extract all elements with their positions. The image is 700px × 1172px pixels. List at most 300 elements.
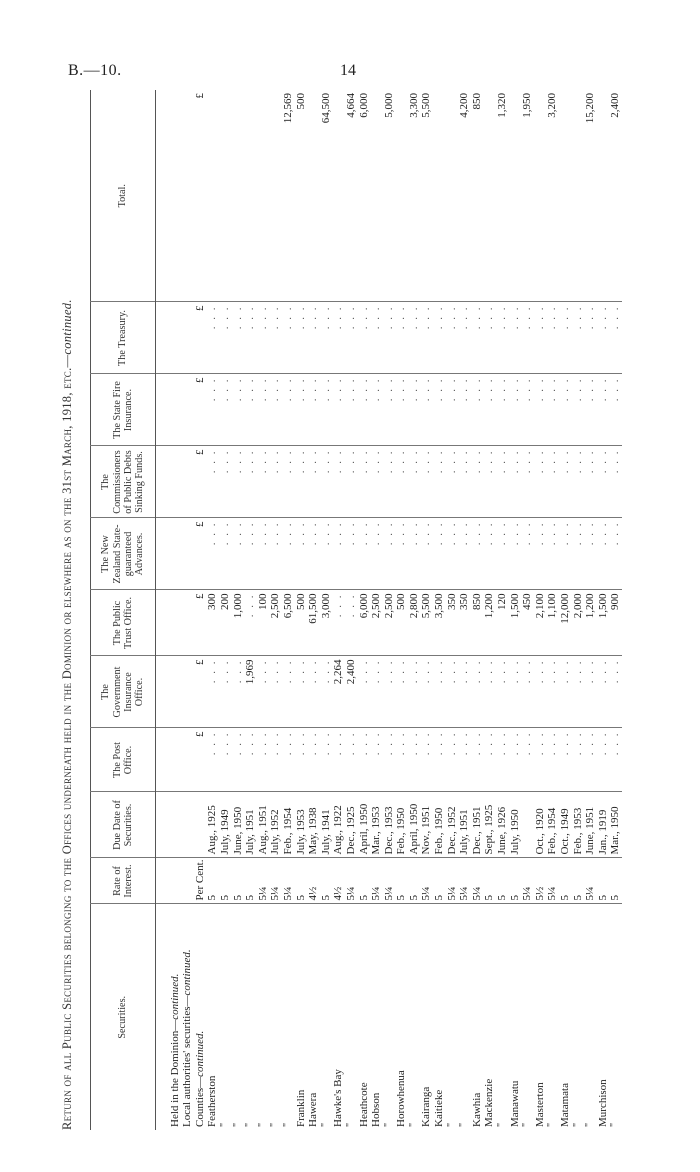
pound-treasury: £: [194, 302, 207, 374]
government-insurance-value: . . .: [420, 656, 433, 728]
commissioners-value: . . .: [269, 446, 282, 518]
commissioners-value: . . .: [332, 446, 345, 518]
post-office-value: . . .: [307, 728, 320, 792]
state-fire-insurance-value: . . .: [408, 374, 421, 446]
table-row: [483, 90, 496, 1130]
due-date: Dec., 1925: [345, 792, 358, 858]
table-row: [370, 90, 383, 1130]
post-office-value: . . .: [509, 728, 522, 792]
state-fire-insurance-value: . . .: [206, 374, 219, 446]
total-value: 5,500: [420, 93, 433, 118]
commissioners-value: . . .: [307, 446, 320, 518]
state-fire-insurance-value: . . .: [332, 374, 345, 446]
due-date: July, 1941: [320, 792, 333, 858]
government-insurance-value: . . .: [232, 656, 245, 728]
table-row: [446, 90, 459, 1130]
government-insurance-value: . . .: [219, 656, 232, 728]
rate-of-interest: 5: [320, 858, 333, 904]
table-row: [509, 90, 522, 1130]
commissioners-value: . . .: [232, 446, 245, 518]
treasury-value: . . .: [509, 302, 522, 374]
commissioners-value: . . .: [584, 446, 597, 518]
government-insurance-value: . . .: [597, 656, 610, 728]
total-value: [509, 90, 522, 302]
table-title-continued: continued.: [60, 299, 74, 355]
state-guaranteed-advances-value: . . .: [433, 518, 446, 590]
rate-of-interest: 5¼: [282, 858, 295, 904]
table-row: [206, 90, 219, 1130]
government-insurance-value: . . .: [584, 656, 597, 728]
commissioners-value: . . .: [597, 446, 610, 518]
commissioners-value: . . .: [244, 446, 257, 518]
treasury-value: . . .: [483, 302, 496, 374]
government-insurance-value: 2,400: [345, 656, 358, 728]
commissioners-value: . . .: [219, 446, 232, 518]
public-trust-value: 2,500: [383, 590, 396, 656]
state-guaranteed-advances-value: . . .: [219, 518, 232, 590]
commissioners-value: . . .: [471, 446, 484, 518]
due-date: Jan., 1919: [597, 792, 610, 858]
total-value: 12,569: [281, 93, 294, 124]
security-name: Matamata: [559, 904, 572, 1130]
state-guaranteed-advances-value: . . .: [534, 518, 547, 590]
commissioners-value: . . .: [320, 446, 333, 518]
government-insurance-value: . . .: [257, 656, 270, 728]
post-office-value: . . .: [597, 728, 610, 792]
table-row: [496, 90, 509, 1130]
security-name: Featherston: [206, 904, 219, 1130]
total-value: [559, 90, 572, 302]
pound-total: £: [193, 93, 206, 99]
post-office-value: . . .: [521, 728, 534, 792]
post-office-value: . . .: [458, 728, 471, 792]
state-guaranteed-advances-value: . . .: [446, 518, 459, 590]
state-guaranteed-advances-value: . . .: [282, 518, 295, 590]
col-post-office: The Post Office.: [91, 728, 156, 792]
due-date: July, 1951: [458, 792, 471, 858]
due-date: Feb., 1953: [572, 792, 585, 858]
due-date: April, 1950: [358, 792, 371, 858]
due-date: Oct., 1949: [559, 792, 572, 858]
security-name: ": [320, 904, 333, 1130]
government-insurance-value: . . .: [572, 656, 585, 728]
total-value: [244, 90, 257, 302]
due-date: April, 1950: [408, 792, 421, 858]
state-guaranteed-advances-value: . . .: [307, 518, 320, 590]
table-row: [307, 90, 320, 1130]
pound-nzsga: £: [194, 518, 207, 590]
total-value: 3,300: [407, 93, 420, 118]
state-fire-insurance-value: . . .: [572, 374, 585, 446]
total-value: 500: [294, 93, 307, 110]
public-trust-value: 1,200: [483, 590, 496, 656]
pound-sfi: £: [194, 374, 207, 446]
securities-table: [90, 90, 622, 1130]
government-insurance-value: . . .: [609, 656, 622, 728]
due-date: June, 1951: [584, 792, 597, 858]
table-title-text: Return of all Public Securities belonging to the Offices underneath held in the Dominion or elsewhere as on the 31st March, 1918, etc.—: [60, 354, 74, 1130]
post-office-value: . . .: [546, 728, 559, 792]
government-insurance-value: 1,969: [244, 656, 257, 728]
table-row: [320, 90, 333, 1130]
rate-of-interest: 5½: [534, 858, 547, 904]
state-guaranteed-advances-value: . . .: [458, 518, 471, 590]
commissioners-value: . . .: [559, 446, 572, 518]
due-date: Feb., 1954: [282, 792, 295, 858]
state-guaranteed-advances-value: . . .: [584, 518, 597, 590]
due-date: Dec., 1952: [446, 792, 459, 858]
public-trust-value: 1,500: [597, 590, 610, 656]
public-trust-value: 1,100: [546, 590, 559, 656]
table-row: [345, 90, 358, 1130]
post-office-value: . . .: [295, 728, 308, 792]
total-value: 1,950: [521, 93, 534, 118]
post-office-value: . . .: [534, 728, 547, 792]
post-office-value: . . .: [358, 728, 371, 792]
state-guaranteed-advances-value: . . .: [345, 518, 358, 590]
commissioners-value: . . .: [483, 446, 496, 518]
post-office-value: . . .: [206, 728, 219, 792]
treasury-value: . . .: [408, 302, 421, 374]
treasury-value: . . .: [546, 302, 559, 374]
public-trust-value: 5,500: [420, 590, 433, 656]
government-insurance-value: . . .: [483, 656, 496, 728]
treasury-value: . . .: [320, 302, 333, 374]
government-insurance-value: . . .: [521, 656, 534, 728]
col-securities: Securities.: [91, 904, 156, 1130]
state-fire-insurance-value: . . .: [483, 374, 496, 446]
state-fire-insurance-value: . . .: [509, 374, 522, 446]
post-office-value: . . .: [433, 728, 446, 792]
public-trust-value: 2,500: [269, 590, 282, 656]
total-value: [483, 90, 496, 302]
treasury-value: . . .: [332, 302, 345, 374]
commissioners-value: . . .: [521, 446, 534, 518]
total-value: [572, 90, 585, 302]
rate-of-interest: 5¼: [257, 858, 270, 904]
government-insurance-value: . . .: [458, 656, 471, 728]
commissioners-value: . . .: [257, 446, 270, 518]
treasury-value: . . .: [471, 302, 484, 374]
state-guaranteed-advances-value: . . .: [597, 518, 610, 590]
state-guaranteed-advances-value: . . .: [244, 518, 257, 590]
treasury-value: . . .: [219, 302, 232, 374]
table-row: [244, 90, 257, 1130]
treasury-value: . . .: [609, 302, 622, 374]
public-trust-value: 2,800: [408, 590, 421, 656]
table-row: [521, 90, 534, 1130]
table-row: [358, 90, 371, 1130]
table-row: [383, 90, 396, 1130]
post-office-value: . . .: [395, 728, 408, 792]
table-row: [332, 90, 345, 1130]
due-date: Dec., 1951: [471, 792, 484, 858]
public-trust-value: 1,200: [584, 590, 597, 656]
rate-of-interest: 5: [559, 858, 572, 904]
security-name: ": [446, 904, 459, 1130]
total-value: [534, 90, 547, 302]
table-body: [156, 90, 622, 1130]
state-fire-insurance-value: . . .: [597, 374, 610, 446]
page-number: 14: [340, 62, 356, 79]
pound-post: £: [194, 728, 207, 792]
post-office-value: . . .: [219, 728, 232, 792]
state-guaranteed-advances-value: . . .: [546, 518, 559, 590]
government-insurance-value: . . .: [509, 656, 522, 728]
security-name: ": [521, 904, 534, 1130]
due-date: Aug., 1925: [206, 792, 219, 858]
post-office-value: . . .: [244, 728, 257, 792]
pound-gio: £: [194, 656, 207, 728]
total-value: [269, 90, 282, 302]
security-name: Murchison: [597, 904, 610, 1130]
total-value: 1,320: [496, 93, 509, 118]
rate-of-interest: 4½: [307, 858, 320, 904]
state-guaranteed-advances-value: . . .: [509, 518, 522, 590]
treasury-value: . . .: [446, 302, 459, 374]
post-office-value: . . .: [572, 728, 585, 792]
government-insurance-value: . . .: [559, 656, 572, 728]
post-office-value: . . .: [332, 728, 345, 792]
security-name: ": [383, 904, 396, 1130]
state-fire-insurance-value: . . .: [244, 374, 257, 446]
public-trust-value: 450: [521, 590, 534, 656]
public-trust-value: 12,000: [559, 590, 572, 656]
due-date: July, 1949: [219, 792, 232, 858]
commissioners-value: . . .: [446, 446, 459, 518]
security-name: Manawatu: [509, 904, 522, 1130]
government-insurance-value: . . .: [370, 656, 383, 728]
due-date: Feb., 1950: [395, 792, 408, 858]
security-name: Hobson: [370, 904, 383, 1130]
state-guaranteed-advances-value: . . .: [320, 518, 333, 590]
col-public-trust: The Public Trust Office.: [91, 590, 156, 656]
treasury-value: . . .: [559, 302, 572, 374]
col-state-fire-insurance: The State Fire Insurance.: [91, 374, 156, 446]
section-local-authorities: Local authorities' securities—continued.: [181, 904, 194, 1130]
government-insurance-value: . . .: [471, 656, 484, 728]
public-trust-value: 500: [395, 590, 408, 656]
post-office-value: . . .: [496, 728, 509, 792]
commissioners-value: . . .: [295, 446, 308, 518]
public-trust-value: 500: [295, 590, 308, 656]
total-value: [395, 90, 408, 302]
table-row: [269, 90, 282, 1130]
state-fire-insurance-value: . . .: [345, 374, 358, 446]
rate-of-interest: 5: [597, 858, 610, 904]
rate-of-interest: 5¼: [269, 858, 282, 904]
government-insurance-value: . . .: [206, 656, 219, 728]
government-insurance-value: . . .: [320, 656, 333, 728]
due-date: Sept., 1925: [483, 792, 496, 858]
public-trust-value: 2,000: [572, 590, 585, 656]
state-fire-insurance-value: . . .: [458, 374, 471, 446]
table-row: [572, 90, 585, 1130]
commissioners-value: . . .: [546, 446, 559, 518]
state-fire-insurance-value: . . .: [609, 374, 622, 446]
due-date: Feb., 1954: [546, 792, 559, 858]
document-code: B.—10.: [68, 62, 122, 79]
government-insurance-value: . . .: [496, 656, 509, 728]
state-fire-insurance-value: . . .: [471, 374, 484, 446]
public-trust-value: . . .: [244, 590, 257, 656]
table-row: [282, 90, 295, 1130]
total-value: [370, 90, 383, 302]
treasury-value: . . .: [534, 302, 547, 374]
table-row: [420, 90, 433, 1130]
post-office-value: . . .: [584, 728, 597, 792]
total-value: [206, 90, 219, 302]
per-cent-label: Per Cent.: [194, 858, 207, 904]
government-insurance-value: . . .: [446, 656, 459, 728]
treasury-value: . . .: [521, 302, 534, 374]
rate-of-interest: 5¼: [546, 858, 559, 904]
government-insurance-value: . . .: [307, 656, 320, 728]
state-fire-insurance-value: . . .: [282, 374, 295, 446]
treasury-value: . . .: [244, 302, 257, 374]
government-insurance-value: . . .: [295, 656, 308, 728]
state-fire-insurance-value: . . .: [534, 374, 547, 446]
commissioners-value: . . .: [206, 446, 219, 518]
rate-of-interest: 5¼: [370, 858, 383, 904]
state-fire-insurance-value: . . .: [420, 374, 433, 446]
pound-pto: £: [194, 590, 207, 656]
commissioners-value: . . .: [345, 446, 358, 518]
public-trust-value: 350: [446, 590, 459, 656]
state-fire-insurance-value: . . .: [232, 374, 245, 446]
section-row-counties: [194, 90, 207, 1130]
state-fire-insurance-value: . . .: [433, 374, 446, 446]
due-date: Nov., 1951: [420, 792, 433, 858]
pound-comm: £: [194, 446, 207, 518]
table-row: [559, 90, 572, 1130]
treasury-value: . . .: [496, 302, 509, 374]
public-trust-value: 1,500: [509, 590, 522, 656]
due-date: Oct., 1920: [534, 792, 547, 858]
government-insurance-value: . . .: [269, 656, 282, 728]
due-date: June, 1926: [496, 792, 509, 858]
rate-of-interest: 5: [433, 858, 446, 904]
rate-of-interest: 5¼: [383, 858, 396, 904]
due-date: July, 1953: [295, 792, 308, 858]
treasury-value: . . .: [269, 302, 282, 374]
due-date: June, 1950: [232, 792, 245, 858]
state-fire-insurance-value: . . .: [446, 374, 459, 446]
security-name: ": [408, 904, 421, 1130]
post-office-value: . . .: [559, 728, 572, 792]
table-row: [584, 90, 597, 1130]
due-date: July, 1951: [244, 792, 257, 858]
public-trust-value: 3,500: [433, 590, 446, 656]
state-guaranteed-advances-value: . . .: [521, 518, 534, 590]
total-value: 15,200: [584, 93, 597, 124]
state-guaranteed-advances-value: . . .: [358, 518, 371, 590]
commissioners-value: . . .: [534, 446, 547, 518]
post-office-value: . . .: [483, 728, 496, 792]
due-date: Mar., 1953: [370, 792, 383, 858]
commissioners-value: . . .: [572, 446, 585, 518]
col-total: Total.: [91, 90, 156, 302]
treasury-value: . . .: [295, 302, 308, 374]
state-guaranteed-advances-value: . . .: [383, 518, 396, 590]
total-value: [219, 90, 232, 302]
rate-of-interest: 5: [483, 858, 496, 904]
government-insurance-value: . . .: [383, 656, 396, 728]
security-name: ": [257, 904, 270, 1130]
commissioners-value: . . .: [282, 446, 295, 518]
due-date: July, 1952: [269, 792, 282, 858]
state-fire-insurance-value: . . .: [295, 374, 308, 446]
col-government-insurance: The Government Insurance Office.: [91, 656, 156, 728]
treasury-value: . . .: [433, 302, 446, 374]
section-counties: Counties—continued.: [194, 904, 207, 1130]
state-fire-insurance-value: . . .: [559, 374, 572, 446]
total-value: [332, 90, 345, 302]
public-trust-value: 350: [458, 590, 471, 656]
state-guaranteed-advances-value: . . .: [395, 518, 408, 590]
state-guaranteed-advances-value: . . .: [609, 518, 622, 590]
post-office-value: . . .: [257, 728, 270, 792]
post-office-value: . . .: [345, 728, 358, 792]
total-value: [232, 90, 245, 302]
security-name: ": [244, 904, 257, 1130]
post-office-value: . . .: [446, 728, 459, 792]
government-insurance-value: . . .: [546, 656, 559, 728]
post-office-value: . . .: [320, 728, 333, 792]
due-date: May, 1938: [307, 792, 320, 858]
government-insurance-value: . . .: [395, 656, 408, 728]
rate-of-interest: 5: [232, 858, 245, 904]
security-name: Kaitieke: [433, 904, 446, 1130]
treasury-value: . . .: [597, 302, 610, 374]
table-row: [534, 90, 547, 1130]
rate-of-interest: 5: [244, 858, 257, 904]
post-office-value: . . .: [420, 728, 433, 792]
due-date: Mar., 1950: [609, 792, 622, 858]
state-fire-insurance-value: . . .: [269, 374, 282, 446]
rate-of-interest: 5: [572, 858, 585, 904]
commissioners-value: . . .: [420, 446, 433, 518]
due-date: Aug., 1951: [257, 792, 270, 858]
table-title: [60, 90, 84, 1130]
public-trust-value: 2,100: [534, 590, 547, 656]
state-fire-insurance-value: . . .: [370, 374, 383, 446]
government-insurance-value: . . .: [408, 656, 421, 728]
state-fire-insurance-value: . . .: [219, 374, 232, 446]
security-name: Franklin: [295, 904, 308, 1130]
rate-of-interest: 5¼: [584, 858, 597, 904]
total-value: [307, 90, 320, 302]
treasury-value: . . .: [282, 302, 295, 374]
col-commissioners-sinking-funds: The Commissioners of Public Debts Sinking Funds.: [91, 446, 156, 518]
security-name: Heathcote: [358, 904, 371, 1130]
total-value: 2,400: [609, 93, 622, 118]
post-office-value: . . .: [282, 728, 295, 792]
commissioners-value: . . .: [395, 446, 408, 518]
state-fire-insurance-value: . . .: [307, 374, 320, 446]
table-row: [295, 90, 308, 1130]
total-value: 5,000: [382, 93, 395, 118]
state-fire-insurance-value: . . .: [521, 374, 534, 446]
state-guaranteed-advances-value: . . .: [408, 518, 421, 590]
total-value: 4,664: [344, 93, 357, 118]
public-trust-value: 120: [496, 590, 509, 656]
state-guaranteed-advances-value: . . .: [269, 518, 282, 590]
security-name: Masterton: [534, 904, 547, 1130]
treasury-value: . . .: [257, 302, 270, 374]
total-value: 3,200: [546, 93, 559, 118]
state-fire-insurance-value: . . .: [383, 374, 396, 446]
